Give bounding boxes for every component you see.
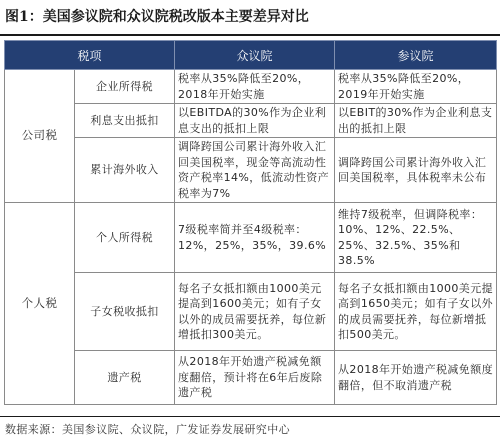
tax-item-label: 累计海外收入 (75, 138, 175, 203)
title-rule (0, 34, 500, 36)
category-corporate-tax: 公司税 (5, 70, 75, 203)
category-individual-tax: 个人税 (5, 203, 75, 405)
table-row (5, 70, 497, 104)
table-header-row (5, 41, 497, 70)
table-row (5, 138, 497, 203)
header-senate: 参议院 (335, 41, 497, 70)
table-row (5, 203, 497, 273)
tax-item-label: 遗产税 (75, 351, 175, 405)
table-row (5, 273, 497, 351)
senate-cell: 调降跨国公司累计海外收入汇回美国税率，具体税率未公布 (335, 138, 497, 203)
house-cell: 7级税率简并至4级税率：12%，25%，35%，39.6% (175, 203, 335, 273)
house-cell: 以EBITDA的30%作为企业利息支出的抵扣上限 (175, 104, 335, 138)
data-source-note: 数据来源：美国参议院、众议院，广发证券发展研究中心 (5, 423, 290, 436)
header-tax-item: 税项 (5, 41, 175, 70)
senate-cell: 税率从35%降低至20%，2019年开始实施 (335, 70, 497, 104)
house-cell: 调降跨国公司累计海外收入汇回美国税率，现金等高流动性资产税率14%，低流动性资产税率为7% (175, 138, 335, 203)
tax-item-label: 利息支出抵扣 (75, 104, 175, 138)
senate-cell: 每名子女抵扣额由1000美元提高到1650美元；如有子女以外的成员需要抚养，每位新增抵扣500美元。 (335, 273, 497, 351)
tax-item-label: 个人所得税 (75, 203, 175, 273)
comparison-table (4, 40, 497, 405)
house-cell: 每名子女抵扣额由1000美元提高到1600美元；如有子女以外的成员需要抚养，每位新增抵扣300美元。 (175, 273, 335, 351)
senate-cell: 维持7级税率，但调降税率：10%、12%、22.5%、25%、32.5%、35%和38.5% (335, 203, 497, 273)
house-cell: 从2018年开始遗产税减免额度翻倍，预计将在6年后废除遗产税 (175, 351, 335, 405)
senate-cell: 从2018年开始遗产税减免额度翻倍，但不取消遗产税 (335, 351, 497, 405)
house-cell: 税率从35%降低至20%，2018年开始实施 (175, 70, 335, 104)
tax-item-label: 子女税收抵扣 (75, 273, 175, 351)
table-row (5, 351, 497, 405)
tax-item-label: 企业所得税 (75, 70, 175, 104)
figure-title: 图1：美国参议院和众议院税改版本主要差异对比 (5, 9, 309, 25)
senate-cell: 以EBIT的30%作为企业利息支出的抵扣上限 (335, 104, 497, 138)
footer-rule (0, 416, 500, 417)
table-row (5, 104, 497, 138)
header-house: 众议院 (175, 41, 335, 70)
